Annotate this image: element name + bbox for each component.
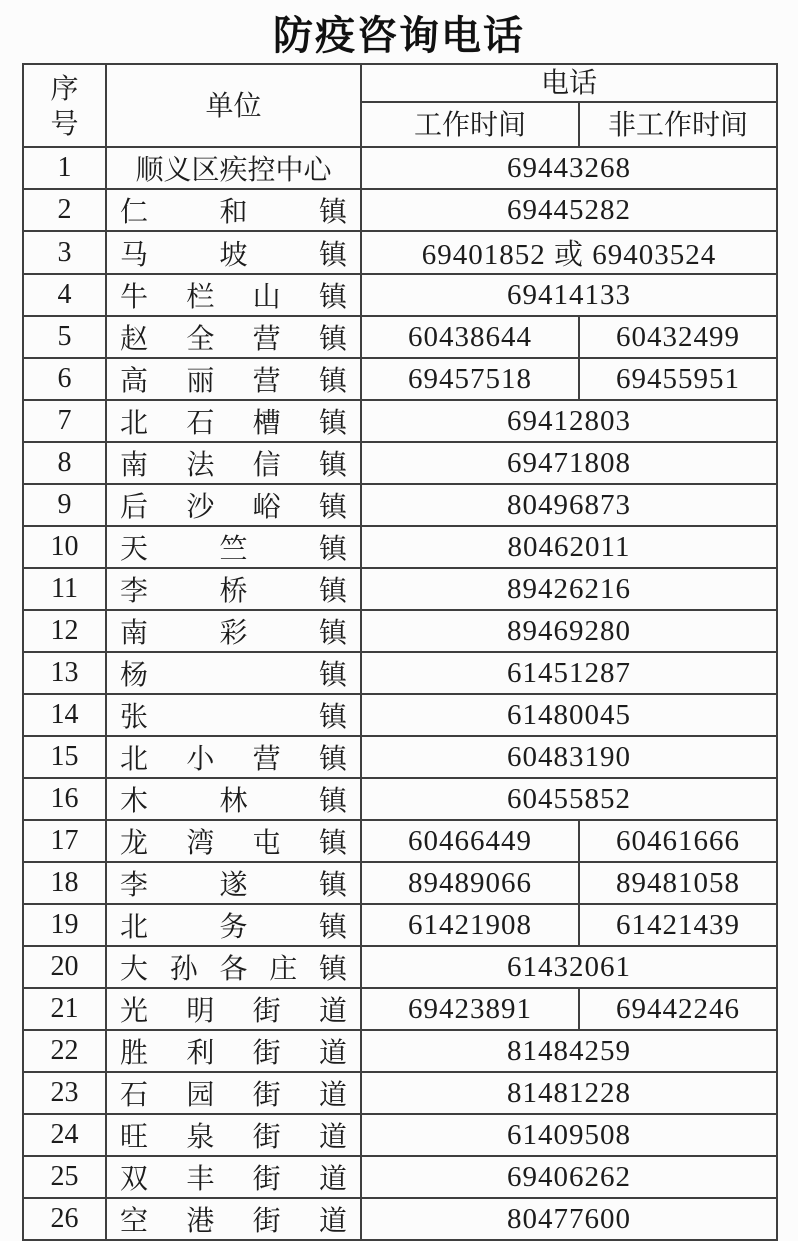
row-number: 10 bbox=[23, 526, 106, 568]
phone-number: 80496873 bbox=[361, 484, 777, 526]
row-number: 23 bbox=[23, 1072, 106, 1114]
unit-name bbox=[106, 1198, 361, 1240]
phone-number: 61409508 bbox=[361, 1114, 777, 1156]
header-non-work-hours: 非工作时间 bbox=[579, 102, 777, 147]
table-row bbox=[23, 736, 777, 778]
phone-number: 69471808 bbox=[361, 442, 777, 484]
phone-number-non-work-hours: 89481058 bbox=[579, 862, 777, 904]
row-number: 6 bbox=[23, 358, 106, 400]
unit-name-text: 南 法 信 镇 bbox=[120, 450, 347, 481]
unit-name-text: 胜 利 街 道 bbox=[120, 1038, 347, 1069]
unit-name-text: 赵 全 营 镇 bbox=[120, 324, 347, 355]
row-number: 3 bbox=[23, 231, 106, 274]
phone-number-work-hours: 60466449 bbox=[361, 820, 579, 862]
table-row bbox=[23, 484, 777, 526]
phone-number: 69401852 或 69403524 bbox=[361, 231, 777, 274]
phone-number-non-work-hours: 60461666 bbox=[579, 820, 777, 862]
phone-number-work-hours: 61421908 bbox=[361, 904, 579, 946]
unit-name-text: 马 坡 镇 bbox=[120, 239, 347, 271]
unit-name-text: 北 石 槽 镇 bbox=[120, 408, 347, 439]
unit-name bbox=[106, 484, 361, 526]
table-row bbox=[23, 652, 777, 694]
row-number: 8 bbox=[23, 442, 106, 484]
unit-name-text: 旺 泉 街 道 bbox=[120, 1122, 347, 1153]
unit-name-text: 光 明 街 道 bbox=[120, 996, 347, 1027]
unit-name bbox=[106, 988, 361, 1030]
unit-name-text: 杨 镇 bbox=[120, 660, 347, 691]
row-number: 5 bbox=[23, 316, 106, 358]
phone-number-non-work-hours: 61421439 bbox=[579, 904, 777, 946]
unit-name bbox=[106, 1114, 361, 1156]
phone-number-work-hours: 69423891 bbox=[361, 988, 579, 1030]
row-number: 1 bbox=[23, 147, 106, 189]
row-number: 26 bbox=[23, 1198, 106, 1240]
table-row bbox=[23, 610, 777, 652]
unit-name bbox=[106, 1030, 361, 1072]
phone-number: 69412803 bbox=[361, 400, 777, 442]
unit-name bbox=[106, 568, 361, 610]
phone-number-work-hours: 60438644 bbox=[361, 316, 579, 358]
unit-name bbox=[106, 274, 361, 316]
phone-number: 69443268 bbox=[361, 147, 777, 189]
phone-table bbox=[22, 63, 778, 1241]
phone-number: 61480045 bbox=[361, 694, 777, 736]
unit-name-text: 天 竺 镇 bbox=[120, 534, 347, 565]
phone-number: 60455852 bbox=[361, 778, 777, 820]
table-body bbox=[23, 147, 777, 1240]
unit-name bbox=[106, 316, 361, 358]
row-number: 12 bbox=[23, 610, 106, 652]
unit-name bbox=[106, 862, 361, 904]
row-number: 24 bbox=[23, 1114, 106, 1156]
unit-name bbox=[106, 904, 361, 946]
row-number: 4 bbox=[23, 274, 106, 316]
table-row bbox=[23, 442, 777, 484]
unit-name-text: 后 沙 峪 镇 bbox=[120, 492, 347, 523]
table-row bbox=[23, 820, 777, 862]
table-row bbox=[23, 694, 777, 736]
row-number: 14 bbox=[23, 694, 106, 736]
table-row bbox=[23, 400, 777, 442]
header-row-1 bbox=[23, 64, 777, 102]
phone-number: 89469280 bbox=[361, 610, 777, 652]
unit-name bbox=[106, 1156, 361, 1198]
page-title: 防疫咨询电话 bbox=[273, 14, 525, 58]
phone-number: 69406262 bbox=[361, 1156, 777, 1198]
header-phone: 电话 bbox=[361, 64, 777, 102]
unit-name-text: 石 园 街 道 bbox=[120, 1080, 347, 1111]
unit-name bbox=[106, 1072, 361, 1114]
table-row bbox=[23, 231, 777, 274]
table-row bbox=[23, 147, 777, 189]
unit-name-text: 仁 和 镇 bbox=[120, 197, 347, 228]
row-number: 13 bbox=[23, 652, 106, 694]
table-row bbox=[23, 274, 777, 316]
table-row bbox=[23, 526, 777, 568]
phone-number-non-work-hours: 69442246 bbox=[579, 988, 777, 1030]
table-row bbox=[23, 1030, 777, 1072]
phone-number: 89426216 bbox=[361, 568, 777, 610]
unit-name bbox=[106, 946, 361, 988]
unit-name bbox=[106, 820, 361, 862]
unit-name bbox=[106, 736, 361, 778]
unit-name-text: 李 遂 镇 bbox=[120, 870, 347, 901]
unit-name-text: 南 彩 镇 bbox=[120, 618, 347, 649]
row-number: 17 bbox=[23, 820, 106, 862]
row-number: 22 bbox=[23, 1030, 106, 1072]
unit-name-text: 北 务 镇 bbox=[120, 912, 347, 943]
table-row bbox=[23, 1072, 777, 1114]
unit-name-text: 双 丰 街 道 bbox=[120, 1164, 347, 1195]
unit-name bbox=[106, 358, 361, 400]
header-index-label: 序号 bbox=[50, 72, 79, 139]
phone-number-non-work-hours: 60432499 bbox=[579, 316, 777, 358]
phone-number: 61451287 bbox=[361, 652, 777, 694]
unit-name bbox=[106, 610, 361, 652]
phone-number-work-hours: 69457518 bbox=[361, 358, 579, 400]
row-number: 11 bbox=[23, 568, 106, 610]
unit-name bbox=[106, 652, 361, 694]
table-row bbox=[23, 988, 777, 1030]
row-number: 21 bbox=[23, 988, 106, 1030]
table-header bbox=[23, 64, 777, 147]
phone-number: 69414133 bbox=[361, 274, 777, 316]
table-row bbox=[23, 189, 777, 231]
header-unit: 单位 bbox=[106, 64, 361, 147]
row-number: 19 bbox=[23, 904, 106, 946]
table-row bbox=[23, 904, 777, 946]
row-number: 7 bbox=[23, 400, 106, 442]
unit-name bbox=[106, 231, 361, 274]
unit-name bbox=[106, 189, 361, 231]
row-number: 25 bbox=[23, 1156, 106, 1198]
unit-name-text: 北 小 营 镇 bbox=[120, 744, 347, 775]
header-index bbox=[23, 64, 106, 147]
unit-name bbox=[106, 526, 361, 568]
table-row bbox=[23, 778, 777, 820]
phone-number-work-hours: 89489066 bbox=[361, 862, 579, 904]
row-number: 16 bbox=[23, 778, 106, 820]
unit-name-text: 李 桥 镇 bbox=[120, 576, 347, 607]
table-row bbox=[23, 1156, 777, 1198]
unit-name-text: 高 丽 营 镇 bbox=[120, 366, 347, 397]
row-number: 2 bbox=[23, 189, 106, 231]
phone-number: 61432061 bbox=[361, 946, 777, 988]
phone-number: 80462011 bbox=[361, 526, 777, 568]
table-row bbox=[23, 946, 777, 988]
unit-name-text: 木 林 镇 bbox=[120, 786, 347, 817]
row-number: 20 bbox=[23, 946, 106, 988]
unit-name-text: 大 孙 各 庄 镇 bbox=[120, 954, 347, 985]
unit-name: 顺义区疾控中心 bbox=[106, 147, 361, 189]
row-number: 15 bbox=[23, 736, 106, 778]
row-number: 18 bbox=[23, 862, 106, 904]
table-row bbox=[23, 1198, 777, 1240]
phone-number-non-work-hours: 69455951 bbox=[579, 358, 777, 400]
unit-name bbox=[106, 694, 361, 736]
row-number: 9 bbox=[23, 484, 106, 526]
unit-name-text: 张 镇 bbox=[120, 702, 347, 733]
unit-name-text: 牛 栏 山 镇 bbox=[120, 282, 347, 313]
phone-number: 69445282 bbox=[361, 189, 777, 231]
phone-number: 60483190 bbox=[361, 736, 777, 778]
unit-name bbox=[106, 778, 361, 820]
unit-name bbox=[106, 442, 361, 484]
table-row bbox=[23, 358, 777, 400]
unit-name bbox=[106, 400, 361, 442]
header-work-hours: 工作时间 bbox=[361, 102, 579, 147]
table-row bbox=[23, 862, 777, 904]
table-row bbox=[23, 316, 777, 358]
phone-number: 81484259 bbox=[361, 1030, 777, 1072]
unit-name-text: 空 港 街 道 bbox=[120, 1206, 347, 1237]
phone-number: 80477600 bbox=[361, 1198, 777, 1240]
unit-name-text: 龙 湾 屯 镇 bbox=[120, 828, 347, 859]
table-row bbox=[23, 568, 777, 610]
table-row bbox=[23, 1114, 777, 1156]
phone-number: 81481228 bbox=[361, 1072, 777, 1114]
